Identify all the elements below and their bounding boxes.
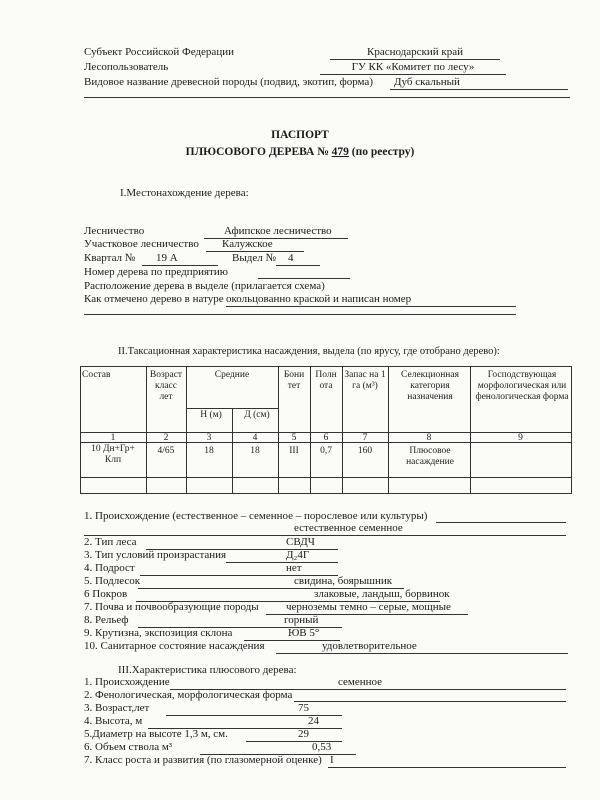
s2-item-9-label: 9. Крутизна, экспозиция склона xyxy=(84,627,233,639)
taxation-table xyxy=(80,366,572,494)
s2-item-6-label: 6 Покров xyxy=(84,588,128,600)
quarter-value: 19 А xyxy=(142,252,218,266)
s2-item-2-label: 2. Тип леса xyxy=(84,536,137,548)
row-density: 0,7 xyxy=(320,446,332,456)
colnum-9: 9 xyxy=(518,433,523,443)
s2-item-9-value: ЮВ 5° xyxy=(244,627,340,641)
row-stock: 160 xyxy=(357,446,373,456)
colnum-6: 6 xyxy=(323,433,329,443)
col-h: Н (м) xyxy=(200,410,222,420)
plot-label: Выдел № xyxy=(232,252,276,264)
s2-item-1-label: 1. Происхождение (естественное – семенное – порослевое или культуры) xyxy=(84,510,428,522)
row-d: 18 xyxy=(250,446,260,456)
colnum-2: 2 xyxy=(163,433,169,443)
col-composition: Состав xyxy=(82,370,111,380)
section1-blank-line xyxy=(84,314,516,315)
row-composition: 10 Дн+Гр+ Клп xyxy=(91,444,135,465)
s2-item-10-value: удовлетворительное xyxy=(276,640,568,654)
s3-item-4-value: 24 xyxy=(148,715,342,729)
s2-item-8-value: горный xyxy=(138,614,342,628)
district-value: Калужское xyxy=(206,238,304,252)
section2-heading: II.Таксационная характеристика насаждения, выдела (по ярусу, где отобрано дерево): xyxy=(118,346,500,357)
tree-number-label: Номер дерева по предприятию xyxy=(84,266,228,278)
colnum-3: 3 xyxy=(206,433,212,443)
s2-item-10-label: 10. Санитарное состояние насаждения xyxy=(84,640,265,652)
row-selection: Плюсовое насаждение xyxy=(406,446,454,467)
s2-item-5-label: 5. Подлесок xyxy=(84,575,141,587)
title-suffix: (по реестру) xyxy=(351,146,415,158)
s2-item-4-label: 4. Подрост xyxy=(84,562,135,574)
s3-item-4-label: 4. Высота, м xyxy=(84,715,143,727)
col-age-class: Возраст класс лет xyxy=(149,370,183,402)
marking-value: окольцованно краской и написан номер xyxy=(226,293,516,307)
s2-item-5-value: свидина, боярышник xyxy=(138,575,404,589)
colnum-5: 5 xyxy=(291,433,297,443)
colnum-8: 8 xyxy=(426,433,432,443)
plot-value: 4 xyxy=(276,252,320,266)
row-h: 18 xyxy=(204,446,214,456)
colnum-7: 7 xyxy=(362,433,368,443)
district-label: Участковое лесничество xyxy=(84,238,199,250)
s2-item-7-value: черноземы темно – серые, мощные xyxy=(266,601,468,615)
col-dominant: Господствующая морфологическая или фенологическая форма xyxy=(475,370,569,402)
s3-item-1-value: семенное xyxy=(170,676,566,690)
section3-heading: III.Характеристика плюсового дерева: xyxy=(118,664,297,676)
row-age: 4/65 xyxy=(157,446,175,456)
s2-item-4-value: нет xyxy=(140,562,338,576)
s2-item-7-label: 7. Почва и почвообразующие породы xyxy=(84,601,259,613)
col-bonitet: Бони тет xyxy=(283,370,305,391)
s3-item-2-label: 2. Фенологическая, морфологическая форма xyxy=(84,689,293,701)
s3-item-3-label: 3. Возраст,лет xyxy=(84,702,150,714)
passport-subtitle xyxy=(0,146,600,158)
s3-item-3-value: 75 xyxy=(166,702,342,716)
quarter-label: Квартал № xyxy=(84,252,136,264)
passport-title: ПАСПОРТ xyxy=(271,129,329,141)
forestry-label: Лесничество xyxy=(84,225,145,237)
col-averages: Средние xyxy=(214,370,250,380)
colnum-1: 1 xyxy=(110,433,116,443)
col-d: Д (см) xyxy=(244,410,270,420)
s3-item-6-label: 6. Объем ствола м³ xyxy=(84,741,173,753)
col-selection: Селекционная категория назначения xyxy=(401,370,459,402)
s3-item-6-value: 0,53 xyxy=(200,741,356,755)
s3-item-7-label: 7. Класс роста и развития (по глазомерной оценке) xyxy=(84,754,322,766)
s3-item-7-value: I xyxy=(328,754,566,768)
s3-item-5-value: 29 xyxy=(246,728,342,742)
title-prefix: ПЛЮСОВОГО ДЕРЕВА № xyxy=(185,146,329,158)
s3-item-1-label: 1. Происхождение xyxy=(84,676,170,688)
colnum-4: 4 xyxy=(252,433,258,443)
section1-heading: I.Местонахождение дерева: xyxy=(120,187,249,199)
subject-value: Краснодарский край xyxy=(330,46,500,60)
marking-label: Как отмечено дерево в натуре xyxy=(84,293,224,305)
s2-item-3-label: 3. Тип условий произрастания xyxy=(84,549,227,561)
header-blank-line xyxy=(84,97,570,98)
s2-item-1-value: естественное семенное xyxy=(84,522,566,536)
s2-item-3-value: Д₂4Г xyxy=(226,549,338,563)
col-stock: Запас на 1 га (м³) xyxy=(344,370,386,391)
subject-label: Субъект Российской Федерации xyxy=(84,46,234,58)
s2-item-8-label: 8. Рельеф xyxy=(84,614,129,626)
species-label: Видовое название древесной породы (подвид, экотип, форма) xyxy=(84,76,373,88)
location-label: Расположение дерева в выделе (прилагается схема) xyxy=(84,280,325,292)
col-density: Полн ота xyxy=(315,370,337,391)
species-value: Дуб скальный xyxy=(390,76,568,90)
tree-number-line xyxy=(258,278,350,279)
row-bonitet: III xyxy=(289,446,299,456)
s2-item-6-value: злаковые, ландыш, борвинок xyxy=(136,588,440,602)
s3-item-5-label: 5.Диаметр на высоте 1,3 м, см. xyxy=(84,728,228,740)
s2-item-2-value: СВДЧ xyxy=(146,536,338,550)
user-value: ГУ КК «Комитет по лесу» xyxy=(320,61,506,75)
forestry-value: Афипское лесничество xyxy=(204,225,348,239)
tree-register-number: 479 xyxy=(331,146,349,158)
user-label: Лесопользователь xyxy=(84,61,169,73)
